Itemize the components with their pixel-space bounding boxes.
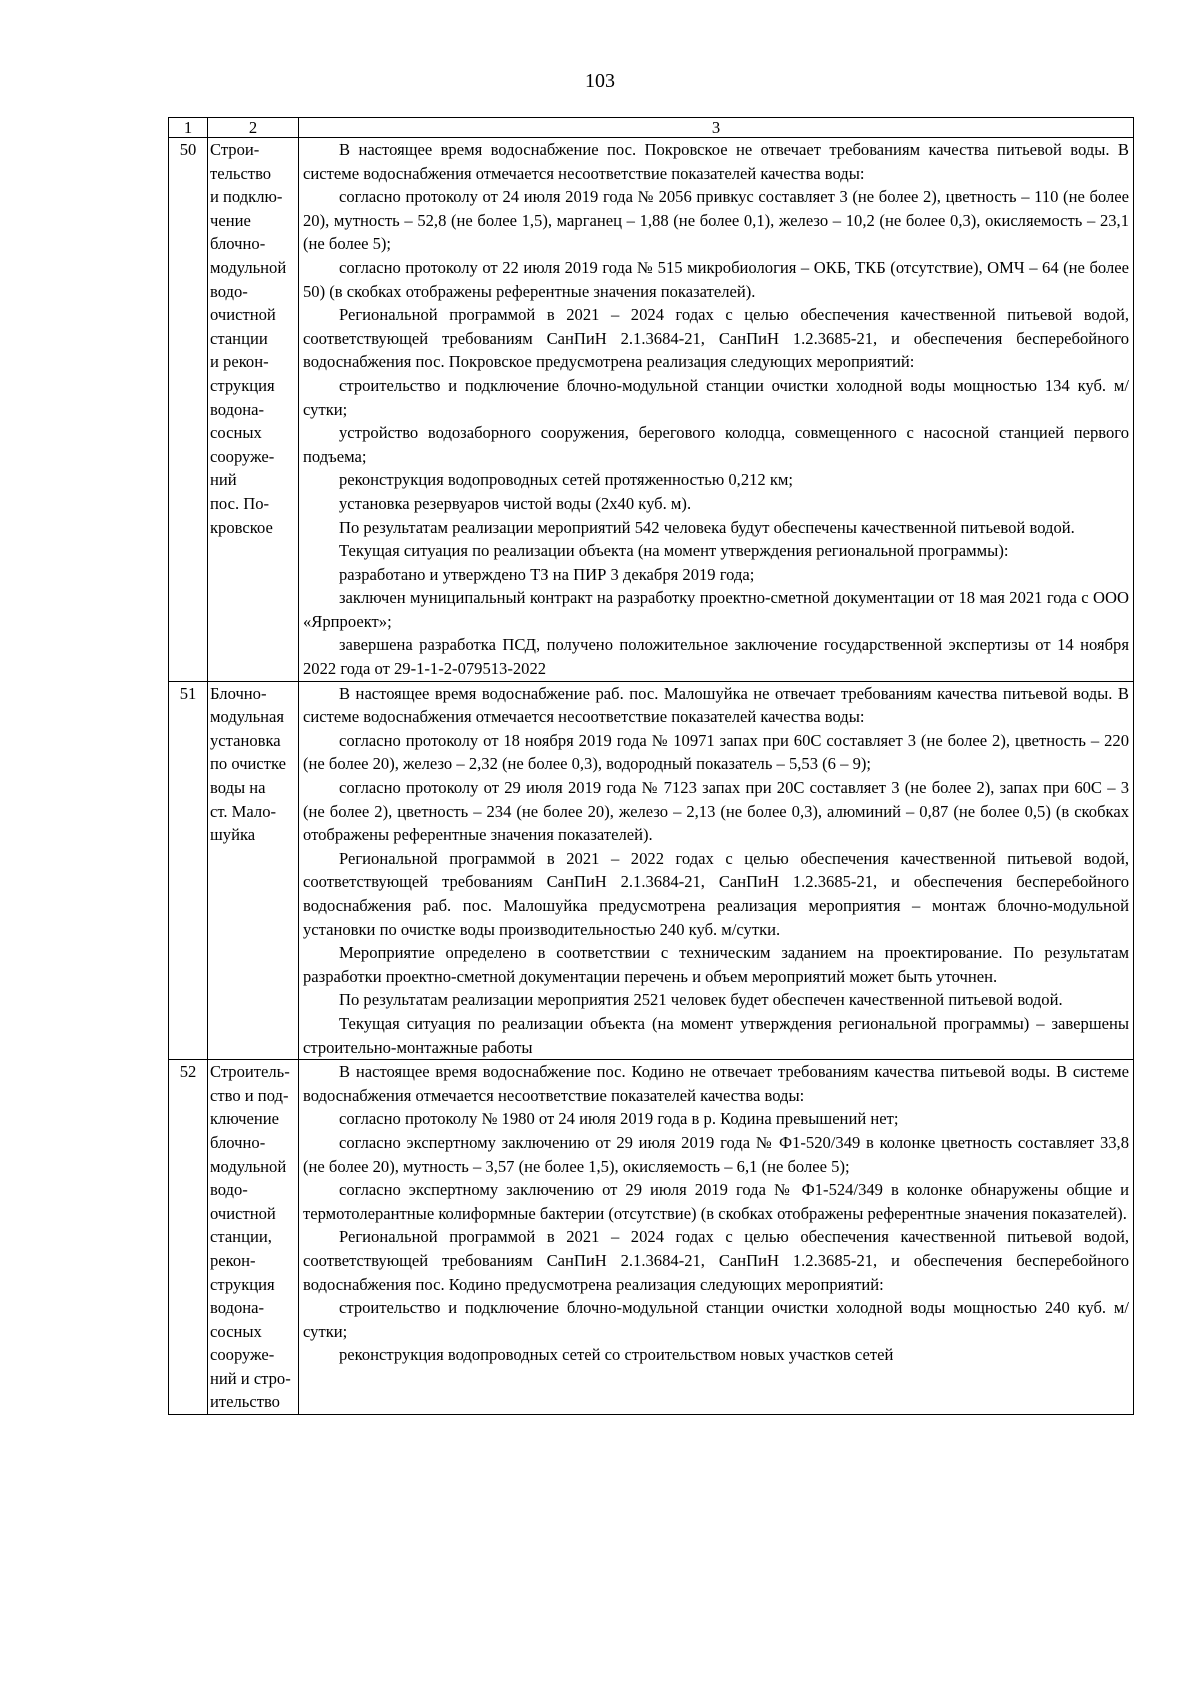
header-col-3: 3 bbox=[299, 118, 1134, 138]
description-paragraph: согласно экспертному заключению от 29 июля 2019 года № Ф1-520/349 в колонке цветность составляет 33,8 (не более 20), мутность – 3,57 (не более 1,5), окисляемость – 6,1 (не более 5); bbox=[303, 1132, 1129, 1176]
description-cell bbox=[299, 1060, 1134, 1415]
description-cell bbox=[299, 681, 1134, 1060]
description-paragraph: Текущая ситуация по реализации объекта (на момент утверждения региональной программы) – завершены строительно-монтажные работы bbox=[303, 1013, 1129, 1057]
object-name-line: блочно- bbox=[210, 1132, 266, 1152]
object-name-line: рекон- bbox=[210, 1250, 256, 1270]
description-paragraph: Мероприятие определено в соответствии с техническим заданием на проектирование. По результатам разработки проектно-сметной документации перечень и объем мероприятий может быть уточнен. bbox=[303, 943, 1129, 986]
description-paragraph: По результатам реализации мероприятий 542 человека будут обеспечены качественной питьевой водой. bbox=[339, 517, 1075, 537]
object-name-line: воды на bbox=[210, 778, 266, 798]
row-number bbox=[169, 1060, 208, 1415]
description-paragraph: согласно протоколу от 18 ноября 2019 года № 10971 запах при 60С составляет 3 (не более 2), цветность – 220 (не более 20), железо – 2,32 (не более 0,3), водородный показатель – 5,53 (6 – 9); bbox=[303, 730, 1129, 774]
object-name-line: по очистке bbox=[210, 754, 287, 774]
object-name-line: сосных bbox=[210, 423, 262, 443]
description-paragraph: заключен муниципальный контракт на разработку проектно-сметной документации от 18 мая 2021 года с ООО «Ярпроект»; bbox=[303, 588, 1129, 631]
object-name-line: и рекон- bbox=[210, 352, 269, 372]
object-name-line: и подклю- bbox=[210, 187, 283, 207]
row-number bbox=[169, 681, 208, 1060]
object-name-line: ний bbox=[210, 470, 237, 490]
description-paragraph: Региональной программой в 2021 – 2022 годах с целью обеспечения качественной питьевой водой, соответствующей требованиям СанПиН 2.1.3684-21, СанПиН 1.2.3685-21, и обеспечения бесперебойного водоснабжения раб. пос. Малошуйка предусмотрена реализация мероприятия – монтаж блочно-модульной установки по очистке воды производительностью 240 куб. м/сутки. bbox=[303, 848, 1129, 939]
object-name-line: сосных bbox=[210, 1321, 262, 1341]
description-paragraph: завершена разработка ПСД, получено положительное заключение государственной экспертизы от 14 ноября 2022 года от 29-1-1-2-079513-2022 bbox=[303, 635, 1129, 679]
object-name-line: водона- bbox=[210, 399, 265, 419]
object-name-line: модульной bbox=[210, 1156, 287, 1176]
object-name-line: пос. По- bbox=[210, 493, 270, 513]
table-row bbox=[169, 138, 1134, 682]
object-name-line: установка bbox=[210, 730, 281, 750]
object-name-line: ний и стро- bbox=[210, 1368, 291, 1388]
object-name-cell bbox=[208, 1060, 299, 1415]
object-name-line: Строитель- bbox=[210, 1062, 290, 1082]
object-name-line: станции, bbox=[210, 1227, 272, 1247]
description-paragraph: строительство и подключение блочно-модульной станции очистки холодной воды мощностью 134 куб. м/сутки; bbox=[303, 375, 1129, 419]
description-paragraph: реконструкция водопроводных сетей протяженностью 0,212 км; bbox=[339, 470, 794, 490]
object-name-line: водо- bbox=[210, 281, 248, 301]
object-name-line: струкция bbox=[210, 1274, 275, 1294]
object-name-line: станции bbox=[210, 328, 268, 348]
object-name-line: тельство bbox=[210, 163, 272, 183]
description-paragraph: согласно протоколу № 1980 от 24 июля 2019 года в р. Кодина превышений нет; bbox=[339, 1109, 899, 1129]
description-paragraph: По результатам реализации мероприятия 2521 человек будет обеспечен качественной питьевой водой. bbox=[339, 990, 1063, 1010]
description-paragraph: согласно протоколу от 29 июля 2019 года № 7123 запах при 20С составляет 3 (не более 2), запах при 60С – 3 (не более 2), цветность – 234 (не более 20), железо – 2,13 (не более 0,3), алюминий – 0,87 (не более 0,5) (в скобках отображены референтные значения показателей). bbox=[303, 778, 1129, 845]
row-number-text: 51 bbox=[179, 683, 197, 703]
object-name-line: ключение bbox=[210, 1109, 279, 1129]
row-number-text: 50 bbox=[179, 140, 197, 159]
description-paragraph: разработано и утверждено ТЗ на ПИР 3 декабря 2019 года; bbox=[339, 564, 755, 584]
object-name-line: ст. Мало- bbox=[210, 801, 277, 821]
object-name-line: очистной bbox=[210, 305, 276, 325]
object-name-line: чение bbox=[210, 210, 251, 230]
object-name-cell bbox=[208, 681, 299, 1060]
table-row bbox=[169, 681, 1134, 1060]
description-paragraph: установка резервуаров чистой воды (2х40 куб. м). bbox=[339, 493, 692, 513]
description-paragraph: согласно протоколу от 24 июля 2019 года № 2056 привкус составляет 3 (не более 2), цветность – 110 (не более 20), мутность – 52,8 (не более 1,5), марганец – 1,88 (не более 0,1), железо – 10,2 (не более 0,3), окисляемость – 23,1 (не более 5); bbox=[303, 187, 1129, 254]
header-col-1: 1 bbox=[169, 118, 208, 138]
object-name-line: ство и под- bbox=[210, 1085, 289, 1105]
description-paragraph: Региональной программой в 2021 – 2024 годах с целью обеспечения качественной питьевой водой, соответствующей требованиям СанПиН 2.1.3684-21, СанПиН 1.2.3685-21, и обеспечения бесперебойного водоснабжения пос. Кодино предусмотрена реализация следующих мероприятий: bbox=[303, 1227, 1129, 1294]
description-paragraph: В настоящее время водоснабжение пос. Кодино не отвечает требованиям качества питьевой воды. В системе водоснабжения отмечается несоответствие показателей качества воды: bbox=[303, 1062, 1129, 1105]
measures-table bbox=[168, 117, 1134, 1415]
description-paragraph: Текущая ситуация по реализации объекта (на момент утверждения региональной программы): bbox=[339, 541, 1009, 561]
object-name-line: сооруже- bbox=[210, 1345, 275, 1365]
object-name-line: Строи- bbox=[210, 140, 260, 159]
description-paragraph: В настоящее время водоснабжение пос. Покровское не отвечает требованиям качества питьевой воды. В системе водоснабжения отмечается несоответствие показателей качества воды: bbox=[303, 140, 1129, 183]
description-paragraph: согласно экспертному заключению от 29 июля 2019 года № Ф1-524/349 в колонке обнаружены общие и термотолерантные колиформные бактерии (отсутствие) (в скобках отображены референтные значения показателей). bbox=[303, 1180, 1129, 1223]
object-name-line: водона- bbox=[210, 1298, 265, 1318]
description-paragraph: В настоящее время водоснабжение раб. пос. Малошуйка не отвечает требованиям качества питьевой воды. В системе водоснабжения отмечается несоответствие показателей качества воды: bbox=[303, 683, 1129, 727]
object-name-line: ительство bbox=[210, 1392, 280, 1412]
object-name-line: блочно- bbox=[210, 234, 266, 254]
object-name-line: струкция bbox=[210, 375, 275, 395]
object-name-line: шуйка bbox=[210, 825, 256, 845]
description-paragraph: реконструкция водопроводных сетей со строительством новых участков сетей bbox=[339, 1345, 894, 1365]
table-row bbox=[169, 1060, 1134, 1415]
object-name-line: Блочно- bbox=[210, 683, 267, 703]
description-paragraph: строительство и подключение блочно-модульной станции очистки холодной воды мощностью 240 куб. м/сутки; bbox=[303, 1298, 1129, 1341]
object-name-line: модульной bbox=[210, 257, 287, 277]
object-name-line: водо- bbox=[210, 1180, 248, 1200]
description-paragraph: Региональной программой в 2021 – 2024 годах с целью обеспечения качественной питьевой водой, соответствующей требованиям СанПиН 2.1.3684-21, СанПиН 1.2.3685-21, и обеспечения бесперебойного водоснабжения пос. Покровское предусмотрена реализация следующих мероприятий: bbox=[303, 305, 1129, 372]
object-name-line: модульная bbox=[210, 707, 285, 727]
row-number bbox=[169, 138, 208, 682]
object-name-line: сооруже- bbox=[210, 446, 275, 466]
description-paragraph: устройство водозаборного сооружения, берегового колодца, совмещенного с насосной станцией первого подъема; bbox=[303, 423, 1129, 466]
table-header-row bbox=[169, 118, 1134, 138]
description-paragraph: согласно протоколу от 22 июля 2019 года № 515 микробиология – ОКБ, ТКБ (отсутствие), ОМЧ – 64 (не более 50) (в скобках отображены референтные значения показателей). bbox=[303, 257, 1129, 301]
page-number: 103 bbox=[585, 70, 615, 92]
header-col-2: 2 bbox=[208, 118, 299, 138]
row-number-text: 52 bbox=[179, 1062, 197, 1082]
object-name-line: кровское bbox=[210, 517, 273, 537]
object-name-line: очистной bbox=[210, 1203, 276, 1223]
description-cell bbox=[299, 138, 1134, 682]
object-name-cell bbox=[208, 138, 299, 682]
